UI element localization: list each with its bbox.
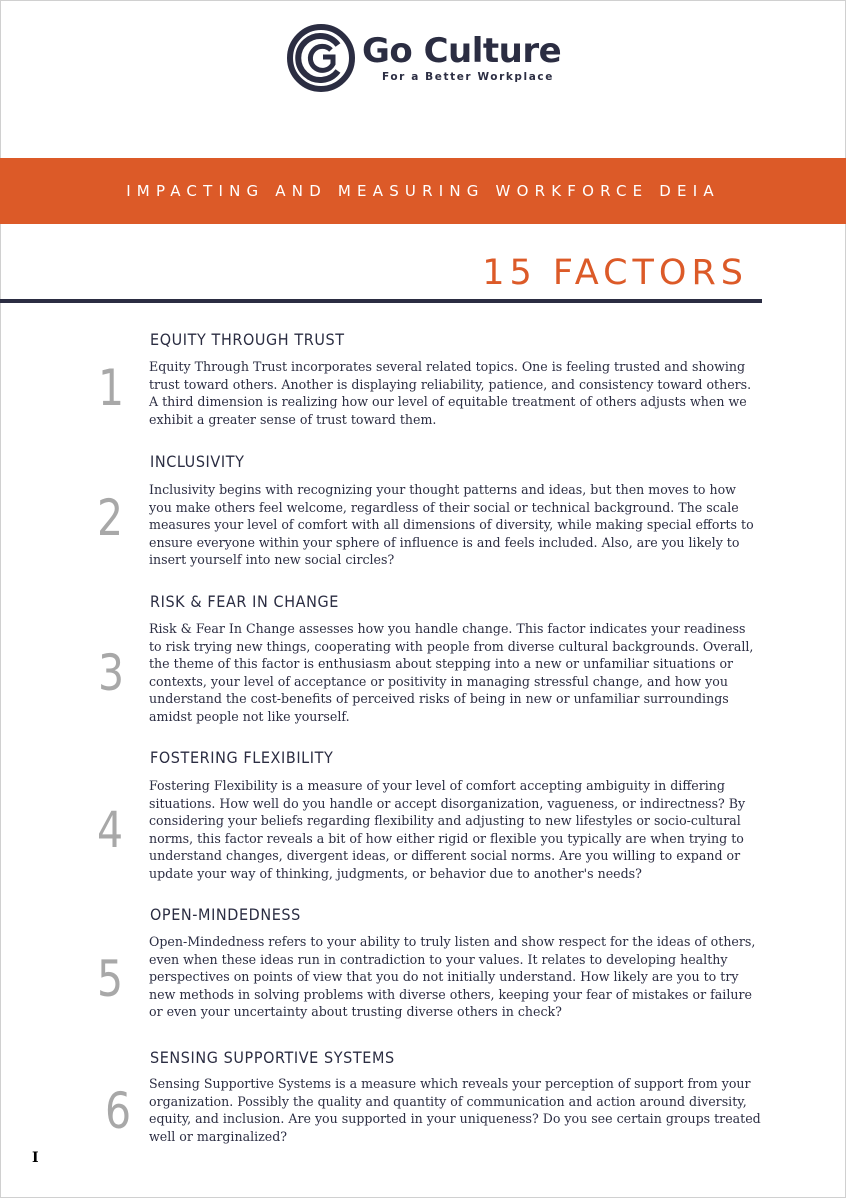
factor-heading: SENSING SUPPORTIVE SYSTEMS (150, 1048, 395, 1067)
factor-number: 6 (104, 1082, 132, 1140)
factor-body: Sensing Supportive Systems is a measure which reveals your perception of support from your organization. Possibly the quality and quantity of communication and action around diversity, equity, and inclusion. Are you supported in your uniqueness? Do you see certain groups treated well or marginalized? (149, 1076, 761, 1144)
logo (286, 22, 561, 94)
banner (0, 158, 846, 224)
factor-heading: FOSTERING FLEXIBILITY (150, 748, 334, 767)
banner-text: IMPACTING AND MEASURING WORKFORCE DEIA (126, 182, 720, 200)
title-divider (0, 299, 762, 303)
page-title: 15 FACTORS (482, 253, 748, 293)
factor-body: Risk & Fear In Change assesses how you handle change. This factor indicates your readiness to risk trying new things, cooperating with people from diverse cultural backgrounds. Overall, the theme of this factor is enthusiasm about stepping into a new or unfamiliar situations or contexts, your level of acceptance or positivity in managing stressful change, and how you understand the cost-benefits of perceived risks of being in new or unfamiliar surroundings amidst people not like yourself. (149, 621, 754, 724)
factor-body: Inclusivity begins with recognizing your thought patterns and ideas, but then moves to how you make others feel welcome, regardless of their social or technical background. The scale measures your level of comfort with all dimensions of diversity, while making special efforts to ensure everyone within your sphere of influence is and feels included. Also, are you likely to insert yourself into new social circles? (149, 482, 754, 567)
factor-heading: INCLUSIVITY (150, 452, 245, 471)
factor-heading: EQUITY THROUGH TRUST (150, 330, 345, 349)
factor-body: Fostering Flexibility is a measure of your level of comfort accepting ambiguity in differing situations. How well do you handle or accept disorganization, vagueness, or indirectness? By considering your beliefs regarding flexibility and adjusting to new lifestyles or socio-cultural norms, this factor reveals a bit of how either rigid or flexible you typically are when trying to understand changes, divergent ideas, or different social norms. Are you willing to expand or update your way of thinking, judgments, or behavior due to another's needs? (149, 778, 746, 881)
factor-body: Open-Mindedness refers to your ability to truly listen and show respect for the ideas of others, even when these ideas run in contradiction to your values. It relates to developing healthy perspectives on points of view that you do not initially understand. How likely are you to try new methods in solving problems with diverse others, keeping your fear of mistakes or failure or even your uncertainty about trusting diverse others in check? (149, 934, 756, 1019)
factor-heading: OPEN-MINDEDNESS (150, 905, 301, 924)
logo-name: Go Culture (362, 31, 562, 71)
logo-tagline: For a Better Workplace (382, 71, 554, 83)
factor-heading: RISK & FEAR IN CHANGE (150, 592, 339, 611)
factor-number: 2 (96, 489, 124, 547)
factor-number: 5 (96, 950, 124, 1008)
factor-body: Equity Through Trust incorporates several related topics. One is feeling trusted and showing trust toward others. Another is displaying reliability, patience, and consistency toward others. A third dimension is realizing how our level of equitable treatment of others adjusts when we exhibit a greater sense of trust toward them. (149, 359, 752, 427)
factor-number: 3 (97, 644, 125, 702)
text-cursor-mark: I (32, 1150, 39, 1166)
go-culture-logo-icon (286, 23, 356, 93)
factor-number: 1 (97, 359, 125, 417)
factor-number: 4 (96, 801, 124, 859)
